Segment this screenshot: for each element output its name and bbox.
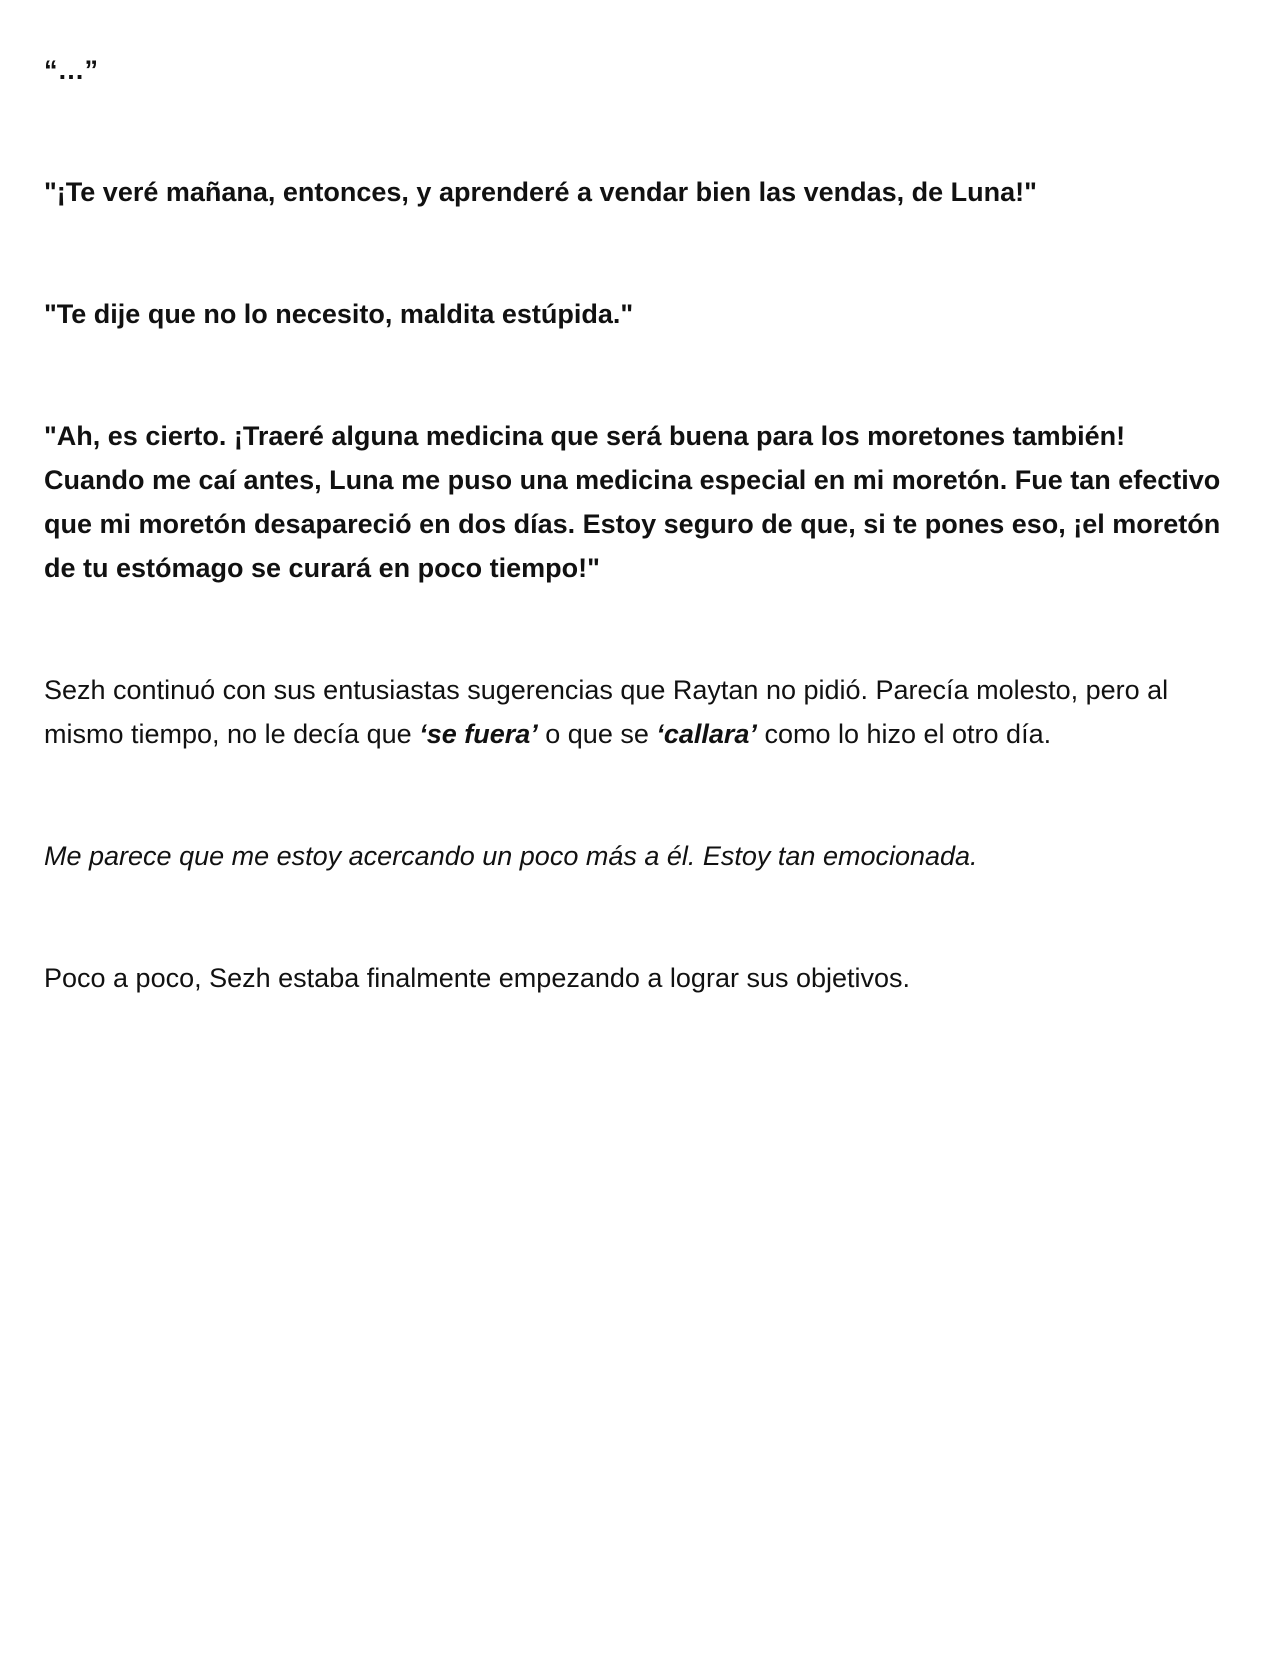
paragraph-ellipsis-quote: “…” — [44, 55, 98, 85]
paragraph-dialogue-dont-need-it: "Te dije que no lo necesito, maldita estúpida." — [44, 299, 634, 329]
narration-text-2: o que se — [537, 719, 657, 749]
emphasis-se-fuera: ‘se fuera’ — [419, 719, 538, 749]
document-body — [44, 48, 1224, 1078]
narration-text-3: como lo hizo el otro día. — [756, 719, 1052, 749]
emphasis-callara: ‘callara’ — [656, 719, 757, 749]
paragraph-narration-suggestions — [44, 668, 1224, 756]
paragraph-dialogue-medicine: "Ah, es cierto. ¡Traeré alguna medicina que será buena para los moretones también! Cuando me caí antes, Luna me puso una medicina especial en mi moretón. Fue tan efectivo que mi moretón desapareció en dos días. Estoy seguro de que, si te pones eso, ¡el moretón de tu estómago se curará en poco tiempo!" — [44, 421, 1221, 583]
paragraph-dialogue-see-you-tomorrow: "¡Te veré mañana, entonces, y aprenderé a vendar bien las vendas, de Luna!" — [44, 177, 1037, 207]
narration-text-1: Sezh continuó con sus entusiastas sugerencias que Raytan no pidió. Parecía molesto, pero al mismo tiempo, no le decía que — [44, 675, 1169, 749]
paragraph-inner-thought: Me parece que me estoy acercando un poco más a él. Estoy tan emocionada. — [44, 841, 978, 871]
paragraph-narration-closing: Poco a poco, Sezh estaba finalmente empezando a lograr sus objetivos. — [44, 963, 911, 993]
